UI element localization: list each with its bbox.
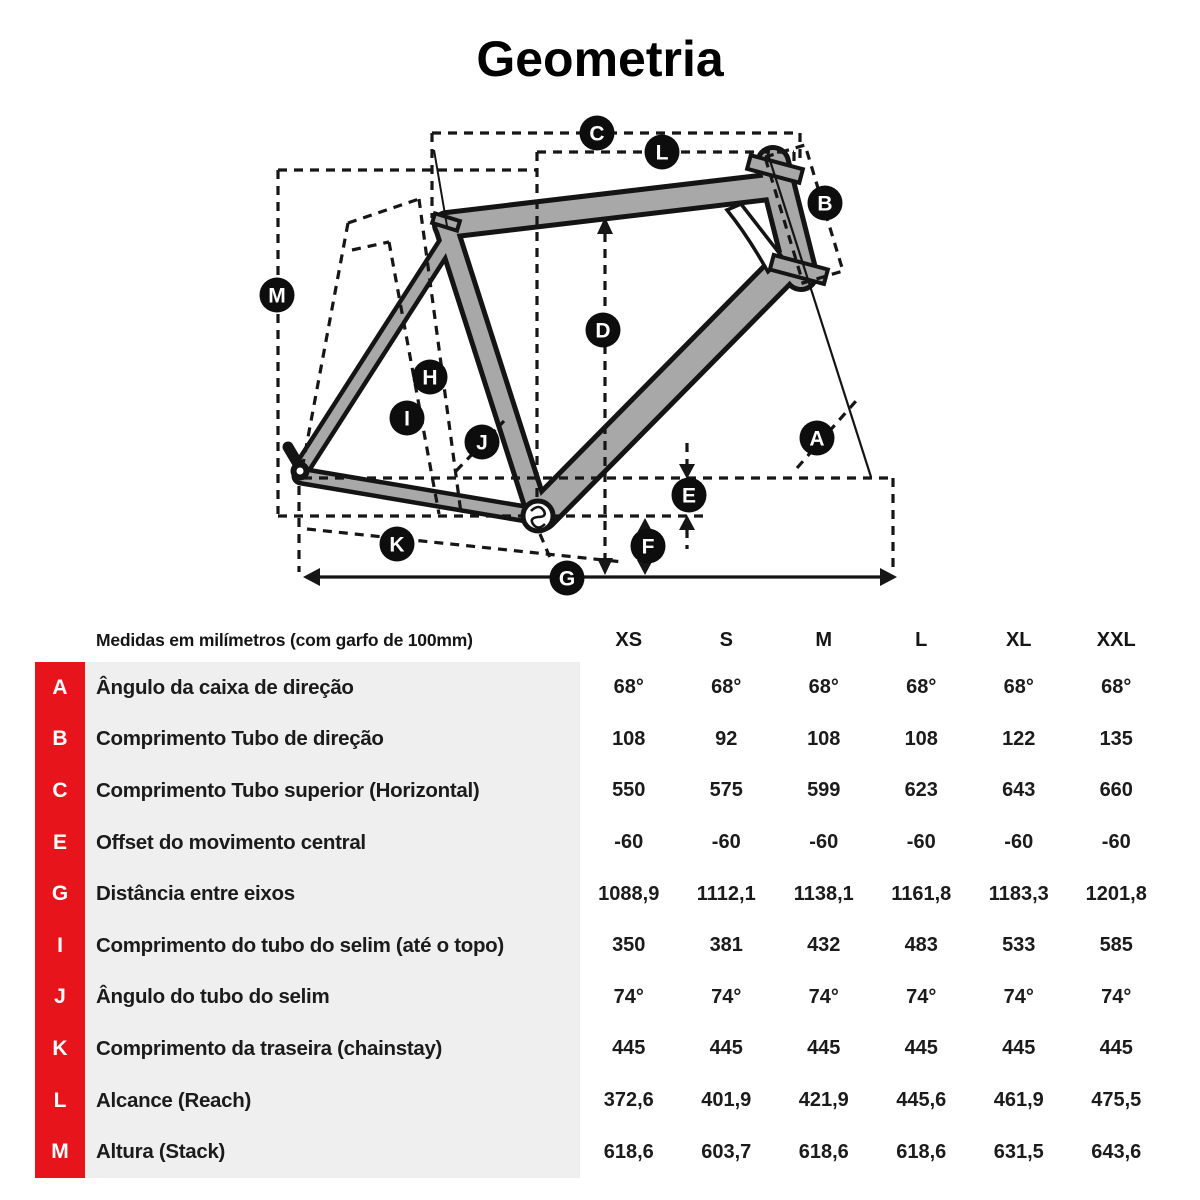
chain-stay bbox=[301, 476, 538, 516]
cell-value: 1138,1 bbox=[793, 882, 854, 905]
diagram-label-a bbox=[800, 421, 835, 456]
table-row-a bbox=[35, 662, 1165, 714]
header-spacer bbox=[35, 618, 85, 662]
row-key-badge: J bbox=[35, 972, 85, 1024]
cell-value: 445,6 bbox=[896, 1089, 947, 1112]
size-header-s: S bbox=[719, 628, 733, 651]
table-row-i bbox=[35, 920, 1165, 972]
cell-value: 381 bbox=[709, 934, 743, 957]
diagram-label-k bbox=[380, 527, 415, 562]
cell-value: 401,9 bbox=[701, 1089, 752, 1112]
cell-value: 1201,8 bbox=[1085, 882, 1147, 905]
row-label: Comprimento do tubo do selim (até o topo) bbox=[85, 920, 580, 972]
cell-value: 74° bbox=[1101, 985, 1132, 1008]
row-label: Comprimento da traseira (chainstay) bbox=[85, 1023, 580, 1075]
row-key-badge: B bbox=[35, 714, 85, 766]
row-label: Ângulo da caixa de direção bbox=[85, 662, 580, 714]
cell-value: 1088,9 bbox=[598, 882, 660, 905]
diagram-label-f bbox=[631, 529, 666, 564]
cell-value: 618,6 bbox=[798, 1140, 849, 1163]
bottom-bracket bbox=[523, 501, 553, 531]
cell-value: 92 bbox=[715, 727, 738, 750]
table-rows bbox=[35, 662, 1165, 1178]
table-row-g bbox=[35, 868, 1165, 920]
cell-value: 74° bbox=[711, 985, 742, 1008]
row-key-badge: G bbox=[35, 868, 85, 920]
size-header-l: L bbox=[915, 628, 928, 651]
svg-text:K: K bbox=[389, 533, 405, 557]
cell-value: -60 bbox=[711, 831, 741, 854]
cell-value: 445 bbox=[904, 1037, 938, 1060]
cell-value: 432 bbox=[807, 934, 841, 957]
table-header-label: Medidas em milímetros (com garfo de 100mm) bbox=[96, 629, 473, 650]
diagram-label-m bbox=[260, 278, 295, 313]
cell-value: 108 bbox=[612, 727, 646, 750]
row-key-badge: E bbox=[35, 817, 85, 869]
row-label: Altura (Stack) bbox=[85, 1126, 580, 1178]
cell-value: 68° bbox=[613, 676, 644, 699]
cell-value: -60 bbox=[1004, 831, 1034, 854]
down-tube bbox=[541, 263, 789, 514]
cell-value: 108 bbox=[807, 727, 841, 750]
cell-value: -60 bbox=[614, 831, 644, 854]
row-key-badge: M bbox=[35, 1126, 85, 1178]
cell-value: 74° bbox=[1003, 985, 1034, 1008]
table-row-j bbox=[35, 972, 1165, 1024]
row-label: Comprimento Tubo superior (Horizontal) bbox=[85, 765, 580, 817]
cell-value: 68° bbox=[906, 676, 937, 699]
cell-value: 533 bbox=[1002, 934, 1036, 957]
row-label: Ângulo do tubo do selim bbox=[85, 972, 580, 1024]
svg-text:D: D bbox=[595, 319, 611, 343]
page-title: Geometria bbox=[476, 31, 724, 87]
cell-value: 603,7 bbox=[701, 1140, 752, 1163]
arrow-d-down bbox=[597, 558, 613, 575]
cell-value: 1161,8 bbox=[891, 882, 952, 905]
geometry-table bbox=[35, 618, 1165, 1178]
diagram-label-l bbox=[645, 135, 680, 170]
diagram-label-i bbox=[390, 401, 425, 436]
cell-value: 68° bbox=[808, 676, 839, 699]
size-header-xxl: XXL bbox=[1096, 628, 1136, 651]
cell-value: 68° bbox=[711, 676, 742, 699]
svg-text:A: A bbox=[809, 427, 825, 451]
cell-value: 68° bbox=[1003, 676, 1034, 699]
cell-value: 475,5 bbox=[1091, 1089, 1142, 1112]
diagram-label-c bbox=[580, 116, 615, 151]
cell-value: 421,9 bbox=[798, 1089, 849, 1112]
cell-value: 74° bbox=[906, 985, 937, 1008]
cell-value: 122 bbox=[1002, 727, 1036, 750]
row-label: Alcance (Reach) bbox=[85, 1075, 580, 1127]
cell-value: 461,9 bbox=[993, 1089, 1044, 1112]
diagram-label-g bbox=[550, 561, 585, 596]
cell-value: 623 bbox=[904, 779, 938, 802]
svg-text:M: M bbox=[268, 284, 286, 308]
table-row-c bbox=[35, 765, 1165, 817]
diagram-label-e bbox=[672, 478, 707, 513]
dim-i-top-connector bbox=[352, 242, 389, 250]
cell-value: 135 bbox=[1099, 727, 1133, 750]
diagram-label-j bbox=[465, 425, 500, 460]
table-header-row bbox=[35, 618, 1165, 662]
cell-value: 631,5 bbox=[993, 1140, 1044, 1163]
diagram-label-d bbox=[586, 313, 621, 348]
table-row-e bbox=[35, 817, 1165, 869]
cell-value: 575 bbox=[709, 779, 743, 802]
cell-value: 74° bbox=[808, 985, 839, 1008]
dim-h-top-connector bbox=[348, 199, 419, 223]
cell-value: 550 bbox=[612, 779, 646, 802]
row-label: Comprimento Tubo de direção bbox=[85, 714, 580, 766]
cell-value: -60 bbox=[906, 831, 936, 854]
size-header-m: M bbox=[815, 628, 833, 651]
svg-text:L: L bbox=[655, 141, 669, 165]
cell-value: 618,6 bbox=[603, 1140, 654, 1163]
svg-text:J: J bbox=[476, 431, 488, 455]
table-row-k bbox=[35, 1023, 1165, 1075]
row-key-badge: C bbox=[35, 765, 85, 817]
diagram-label-h bbox=[413, 360, 448, 395]
cell-value: 643 bbox=[1002, 779, 1036, 802]
table-row-m bbox=[35, 1126, 1165, 1178]
row-key-badge: I bbox=[35, 920, 85, 972]
seat-tube bbox=[446, 227, 538, 514]
dim-k-connector bbox=[540, 534, 551, 560]
dim-k-line bbox=[307, 529, 623, 562]
size-header-xl: XL bbox=[1005, 628, 1032, 651]
cell-value: 483 bbox=[904, 934, 938, 957]
cell-value: 643,6 bbox=[1091, 1140, 1142, 1163]
cell-value: -60 bbox=[809, 831, 839, 854]
cell-value: 74° bbox=[613, 985, 644, 1008]
cell-value: 445 bbox=[709, 1037, 743, 1060]
arrow-g-right bbox=[880, 568, 897, 586]
cell-value: 445 bbox=[1002, 1037, 1036, 1060]
arrow-g-left bbox=[303, 568, 320, 586]
table-row-l bbox=[35, 1075, 1165, 1127]
row-key-badge: L bbox=[35, 1075, 85, 1127]
cell-value: 372,6 bbox=[603, 1089, 654, 1112]
cell-value: 585 bbox=[1099, 934, 1133, 957]
svg-text:B: B bbox=[817, 192, 833, 216]
row-label: Offset do movimento central bbox=[85, 817, 580, 869]
cell-value: 445 bbox=[612, 1037, 646, 1060]
diagram-label-b bbox=[808, 186, 843, 221]
cell-value: 445 bbox=[1099, 1037, 1133, 1060]
svg-text:C: C bbox=[589, 122, 605, 146]
svg-text:G: G bbox=[558, 567, 576, 591]
cell-value: 599 bbox=[807, 779, 841, 802]
cell-value: 445 bbox=[807, 1037, 841, 1060]
svg-text:I: I bbox=[404, 407, 410, 431]
cell-value: 1112,1 bbox=[696, 882, 756, 905]
cell-value: 1183,3 bbox=[988, 882, 1049, 905]
svg-text:F: F bbox=[641, 535, 655, 559]
cell-value: 660 bbox=[1099, 779, 1133, 802]
cell-value: 68° bbox=[1101, 676, 1132, 699]
cell-value: -60 bbox=[1101, 831, 1131, 854]
svg-text:E: E bbox=[681, 484, 697, 508]
table-row-b bbox=[35, 714, 1165, 766]
row-label: Distância entre eixos bbox=[85, 868, 580, 920]
row-key-badge: A bbox=[35, 662, 85, 714]
row-key-badge: K bbox=[35, 1023, 85, 1075]
cell-value: 108 bbox=[904, 727, 938, 750]
cell-value: 618,6 bbox=[896, 1140, 947, 1163]
cell-value: 350 bbox=[612, 934, 646, 957]
size-header-xs: XS bbox=[615, 628, 643, 651]
svg-text:H: H bbox=[422, 366, 438, 390]
